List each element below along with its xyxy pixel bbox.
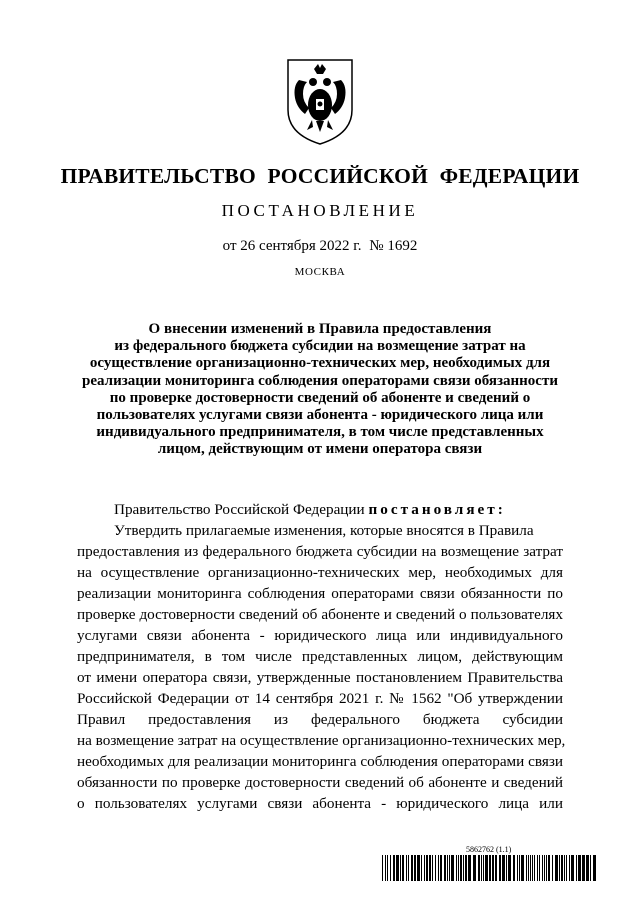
barcode-bar (492, 855, 494, 881)
barcode-bar (548, 855, 550, 881)
body-line: Российской Федерации от 14 сентября 2021 г. № 1562 "Об утверждении (77, 690, 563, 707)
body-line: необходимых для реализации мониторинга соблюдения операторами связи (77, 753, 563, 770)
document-city: МОСКВА (294, 266, 346, 278)
barcode-bar (485, 855, 488, 881)
title-line: индивидуального предпринимателя, в том числе представленных (96, 424, 544, 441)
barcode-bar (465, 855, 467, 881)
decree-word: постановляет: (368, 501, 506, 518)
organization-name: ПРАВИТЕЛЬСТВО РОССИЙСКОЙ ФЕДЕРАЦИИ (60, 164, 580, 188)
barcode-bar (414, 855, 416, 881)
barcode-bar (411, 855, 413, 881)
barcode-bar (578, 855, 581, 881)
document-type: ПОСТАНОВЛЕНИЕ (221, 201, 419, 220)
barcode-bar (564, 855, 565, 881)
barcode-bar (478, 855, 480, 881)
barcode-bar (406, 855, 407, 881)
barcode-bar (387, 855, 388, 881)
barcode-bar (508, 855, 511, 881)
barcode-bar (537, 855, 538, 881)
barcode-bar (489, 855, 491, 881)
body-line: проверке достоверности сведений об абоненте и сведений о пользователях (77, 606, 563, 623)
barcode-bar (528, 855, 529, 881)
body-line: обязанности по проверке достоверности сведений об абоненте и сведений (77, 774, 563, 791)
coat-of-arms-emblem (285, 58, 355, 146)
barcode-bar (408, 855, 409, 881)
barcode-bar (396, 855, 399, 881)
barcode-bar (576, 855, 577, 881)
barcode-bar (561, 855, 563, 881)
barcode-bar (451, 855, 454, 881)
document-title (60, 321, 580, 459)
barcode-bar (590, 855, 591, 881)
barcode-bar (532, 855, 533, 881)
barcode-bar (502, 855, 505, 881)
barcode-bar (542, 855, 543, 881)
barcode-bar (444, 855, 446, 881)
body-line: услугами связи абонента - юридического лица или индивидуального (77, 627, 563, 644)
barcode-bar (460, 855, 462, 881)
document-date: от 26 сентября 2022 г. (222, 238, 362, 254)
title-line: реализации мониторинга соблюдения операторами связи обязанности (82, 372, 558, 389)
barcode-bar (519, 855, 520, 881)
barcode-bar (382, 855, 383, 881)
barcode-bar (521, 855, 524, 881)
barcode-bar (473, 855, 476, 881)
barcode-bar (582, 855, 585, 881)
barcode-number: 5862762 (1.1) (466, 845, 512, 854)
barcode-bar (424, 855, 425, 881)
body-line: на осуществление организационно-технических мер, необходимых для (77, 564, 563, 581)
barcode-bar (393, 855, 395, 881)
document-body (77, 499, 566, 814)
barcode-bar (569, 855, 570, 881)
barcode-bar (544, 855, 545, 881)
barcode-bar (417, 855, 420, 881)
title-line: лицом, действующим от имени оператора связи (157, 441, 483, 458)
barcode-bar (456, 855, 457, 881)
barcode-bar (432, 855, 433, 881)
document-date-line (0, 238, 640, 255)
barcode-bar (421, 855, 422, 881)
barcode-bar (429, 855, 431, 881)
barcode-bar (586, 855, 589, 881)
body-line: предпринимателя, в том числе представленных лицом, действующим (77, 648, 563, 665)
barcode-bar (458, 855, 459, 881)
barcode-bar (402, 855, 404, 881)
barcode-bar (571, 855, 574, 881)
barcode-bar (447, 855, 448, 881)
barcode-bar (385, 855, 386, 881)
barcode (382, 855, 598, 881)
barcode-bar (449, 855, 450, 881)
decree-intro: Правительство Российской Федерации (114, 501, 365, 518)
barcode-bar (440, 855, 442, 881)
barcode-bar (559, 855, 560, 881)
title-line: из федерального бюджета субсидии на возмещение затрат на (114, 338, 526, 355)
barcode-bar (426, 855, 428, 881)
barcode-bar (546, 855, 547, 881)
barcode-bar (517, 855, 518, 881)
barcode-bar (530, 855, 531, 881)
body-line: на возмещение затрат на осуществление организационно-технических мер, (77, 732, 566, 749)
barcode-bar (513, 855, 515, 881)
body-line: от имени оператора связи, утвержденные постановлением Правительства (77, 669, 563, 686)
barcode-bar (506, 855, 507, 881)
barcode-bar (495, 855, 497, 881)
body-line: Утвердить прилагаемые изменения, которые вносятся в Правила (114, 522, 534, 539)
barcode-bar (593, 855, 596, 881)
body-line: предоставления из федерального бюджета субсидии на возмещение затрат (77, 543, 563, 560)
body-line: Правил предоставления из федерального бюджета субсидии (77, 711, 563, 728)
barcode-bar (566, 855, 567, 881)
body-line: о пользователях услугами связи абонента - юридического лица или (77, 795, 563, 812)
decree-intro-line (77, 499, 563, 520)
barcode-bar (468, 855, 471, 881)
body-line: реализации мониторинга соблюдения операторами связи обязанности по (77, 585, 563, 602)
title-line: по проверке достоверности сведений об абоненте и сведений о (109, 389, 531, 406)
title-line: пользователях услугами связи абонента - юридического лица или (96, 407, 544, 424)
document-number: № 1692 (369, 238, 418, 254)
barcode-bar (539, 855, 540, 881)
barcode-bar (400, 855, 401, 881)
title-line: О внесении изменений в Правила предоставления (148, 321, 492, 337)
barcode-bar (438, 855, 439, 881)
barcode-bar (526, 855, 527, 881)
barcode-bar (555, 855, 558, 881)
title-line: осуществление организационно-технических мер, необходимых для (89, 355, 551, 372)
barcode-bar (552, 855, 553, 881)
barcode-bar (481, 855, 482, 881)
barcode-bar (534, 855, 535, 881)
barcode-bar (483, 855, 484, 881)
barcode-bar (390, 855, 391, 881)
barcode-bar (499, 855, 501, 881)
barcode-bar (435, 855, 436, 881)
barcode-bar (463, 855, 464, 881)
